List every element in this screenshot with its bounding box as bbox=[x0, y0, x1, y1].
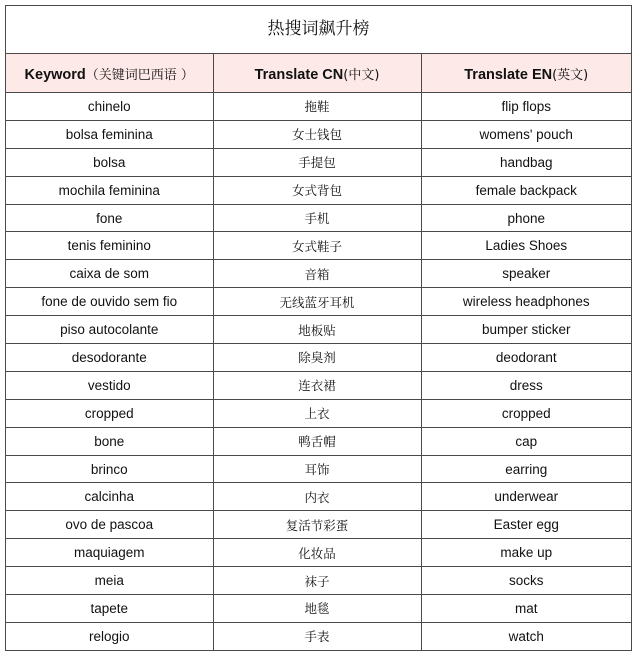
translate-cn-cell: 手提包 bbox=[213, 148, 421, 176]
table-row bbox=[6, 148, 631, 176]
table-row bbox=[6, 120, 631, 148]
table-row bbox=[6, 260, 631, 288]
keyword-cell: fone de ouvido sem fio bbox=[6, 288, 213, 316]
translate-en-cell: watch bbox=[421, 622, 631, 650]
table-row bbox=[6, 204, 631, 232]
keyword-cell: bone bbox=[6, 427, 213, 455]
translate-cn-cell: 无线蓝牙耳机 bbox=[213, 288, 421, 316]
translate-en-cell: earring bbox=[421, 455, 631, 483]
keyword-cell: calcinha bbox=[6, 483, 213, 511]
translate-en-cell: bumper sticker bbox=[421, 316, 631, 344]
header-keyword-en: Keyword bbox=[24, 66, 86, 83]
translate-cn-cell: 女士钱包 bbox=[213, 120, 421, 148]
header-keyword-zh: （关键词巴西语 ） bbox=[85, 67, 194, 83]
table-row bbox=[6, 483, 631, 511]
table-body bbox=[6, 93, 631, 651]
keyword-cell: brinco bbox=[6, 455, 213, 483]
keyword-cell: bolsa feminina bbox=[6, 120, 213, 148]
table-row bbox=[6, 539, 631, 567]
translate-en-cell: speaker bbox=[421, 260, 631, 288]
keyword-cell: fone bbox=[6, 204, 213, 232]
table-row bbox=[6, 567, 631, 595]
keyword-cell: tapete bbox=[6, 595, 213, 623]
translate-cn-cell: 化妆品 bbox=[213, 539, 421, 567]
table-title: 热搜词飙升榜 bbox=[6, 6, 631, 54]
translate-cn-cell: 女式背包 bbox=[213, 176, 421, 204]
header-translate-cn-zh: (中文) bbox=[343, 67, 380, 83]
header-row bbox=[6, 54, 631, 93]
translate-en-cell: phone bbox=[421, 204, 631, 232]
keyword-table bbox=[6, 54, 631, 651]
translate-en-cell: dress bbox=[421, 371, 631, 399]
keyword-cell: desodorante bbox=[6, 344, 213, 372]
translate-en-cell: mat bbox=[421, 595, 631, 623]
translate-cn-cell: 鸭舌帽 bbox=[213, 427, 421, 455]
table-row bbox=[6, 427, 631, 455]
table-row bbox=[6, 316, 631, 344]
translate-cn-cell: 除臭剂 bbox=[213, 344, 421, 372]
translate-en-cell: wireless headphones bbox=[421, 288, 631, 316]
translate-cn-cell: 耳饰 bbox=[213, 455, 421, 483]
header-translate-en-en: Translate EN bbox=[464, 66, 553, 83]
translate-en-cell: underwear bbox=[421, 483, 631, 511]
table-row bbox=[6, 371, 631, 399]
keyword-cell: chinelo bbox=[6, 93, 213, 121]
keyword-cell: tenis feminino bbox=[6, 232, 213, 260]
translate-en-cell: handbag bbox=[421, 148, 631, 176]
translate-cn-cell: 连衣裙 bbox=[213, 371, 421, 399]
table-row bbox=[6, 399, 631, 427]
translate-en-cell: flip flops bbox=[421, 93, 631, 121]
translate-en-cell: make up bbox=[421, 539, 631, 567]
translate-en-cell: socks bbox=[421, 567, 631, 595]
translate-en-cell: Ladies Shoes bbox=[421, 232, 631, 260]
translate-en-cell: female backpack bbox=[421, 176, 631, 204]
translate-en-cell: cropped bbox=[421, 399, 631, 427]
translate-cn-cell: 内衣 bbox=[213, 483, 421, 511]
translate-cn-cell: 女式鞋子 bbox=[213, 232, 421, 260]
translate-en-cell: womens' pouch bbox=[421, 120, 631, 148]
translate-cn-cell: 手表 bbox=[213, 622, 421, 650]
keyword-cell: piso autocolante bbox=[6, 316, 213, 344]
keyword-cell: caixa de som bbox=[6, 260, 213, 288]
table-row bbox=[6, 344, 631, 372]
keyword-cell: mochila feminina bbox=[6, 176, 213, 204]
translate-cn-cell: 复活节彩蛋 bbox=[213, 511, 421, 539]
keyword-cell: ovo de pascoa bbox=[6, 511, 213, 539]
table-row bbox=[6, 176, 631, 204]
keyword-cell: cropped bbox=[6, 399, 213, 427]
translate-en-cell: deodorant bbox=[421, 344, 631, 372]
table-row bbox=[6, 288, 631, 316]
table-row bbox=[6, 511, 631, 539]
translate-en-cell: cap bbox=[421, 427, 631, 455]
translate-cn-cell: 地板贴 bbox=[213, 316, 421, 344]
translate-cn-cell: 地毯 bbox=[213, 595, 421, 623]
translate-cn-cell: 音箱 bbox=[213, 260, 421, 288]
header-translate-en-zh: (英文) bbox=[552, 67, 589, 83]
translate-cn-cell: 手机 bbox=[213, 204, 421, 232]
translate-cn-cell: 袜子 bbox=[213, 567, 421, 595]
header-translate-cn bbox=[213, 54, 421, 93]
header-translate-en bbox=[421, 54, 631, 93]
keyword-cell: vestido bbox=[6, 371, 213, 399]
keyword-cell: maquiagem bbox=[6, 539, 213, 567]
table-row bbox=[6, 232, 631, 260]
keyword-cell: relogio bbox=[6, 622, 213, 650]
header-translate-cn-en: Translate CN bbox=[254, 66, 344, 83]
table-row bbox=[6, 622, 631, 650]
keyword-table-sheet bbox=[5, 5, 632, 651]
table-row bbox=[6, 595, 631, 623]
keyword-cell: meia bbox=[6, 567, 213, 595]
table-row bbox=[6, 93, 631, 121]
table-row bbox=[6, 455, 631, 483]
translate-cn-cell: 拖鞋 bbox=[213, 93, 421, 121]
translate-en-cell: Easter egg bbox=[421, 511, 631, 539]
header-keyword bbox=[6, 54, 213, 93]
translate-cn-cell: 上衣 bbox=[213, 399, 421, 427]
keyword-cell: bolsa bbox=[6, 148, 213, 176]
